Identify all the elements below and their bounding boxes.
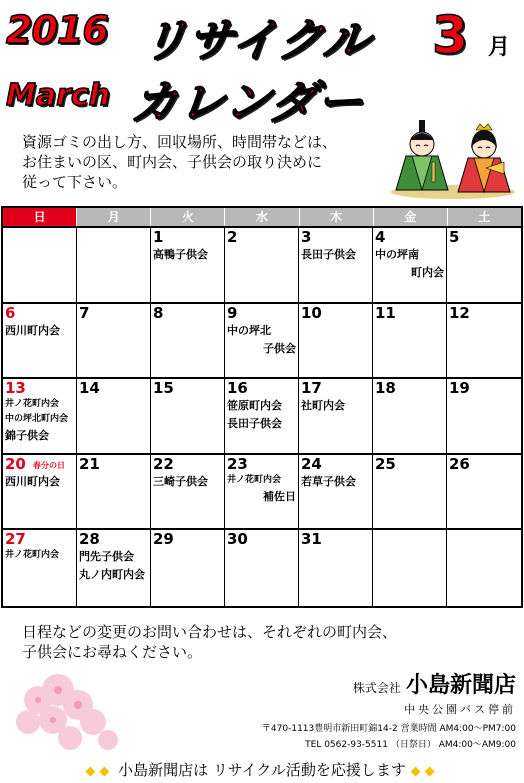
calendar-body	[3, 228, 521, 606]
calendar-cell	[373, 455, 447, 531]
calendar-cell	[299, 530, 373, 606]
weekday-sunday: 日	[3, 208, 77, 226]
calendar-cell	[447, 530, 521, 606]
notice-line: 日程などの変更のお問い合わせは、それぞれの町内会、	[22, 623, 398, 641]
event-label: 笹原町内会	[227, 399, 282, 413]
day-number: 27	[5, 530, 26, 549]
company-address-row	[262, 721, 516, 734]
notice-text	[22, 622, 482, 662]
day-number: 13	[5, 379, 26, 398]
calendar-cell	[3, 455, 77, 531]
title-month-number: 3	[432, 6, 469, 66]
title-calendar: カレンダー	[128, 75, 367, 129]
calendar-cell	[225, 304, 299, 380]
company-name-row	[262, 668, 516, 699]
calendar-cell	[3, 228, 77, 304]
calendar-cell	[151, 304, 225, 380]
hours-holiday: AM4:00～AM9:00	[438, 740, 516, 750]
calendar-cell	[299, 228, 373, 304]
diamond-icon-left: ◆◆	[85, 764, 114, 779]
calendar-cell	[447, 228, 521, 304]
calendar-cell	[77, 228, 151, 304]
day-number: 2	[227, 228, 238, 246]
day-number: 20	[5, 454, 26, 473]
calendar-cell	[151, 530, 225, 606]
day-number: 23	[227, 454, 248, 473]
event-label: 西川町内会	[5, 474, 60, 488]
calendar-cell	[373, 530, 447, 606]
calendar-cell	[299, 304, 373, 380]
intro-line: 資源ゴミの出し方、回収場所、時間帯などは、	[22, 133, 338, 151]
calendar-cell	[77, 304, 151, 380]
event-label: 高鴨子供会	[153, 248, 208, 261]
hours-holiday-label: （日祭日）	[390, 740, 436, 750]
company-address: 〒470-1113豊明市新田町錦14-2	[261, 724, 398, 734]
day-number: 6	[5, 303, 16, 322]
event-label: 子供会	[263, 341, 296, 355]
day-number: 21	[79, 454, 100, 473]
weekday-friday: 金	[374, 208, 448, 226]
calendar-cell	[225, 455, 299, 531]
day-number: 29	[153, 530, 174, 549]
title-recycle: リサイクル	[138, 13, 374, 67]
calendar-cell	[447, 304, 521, 380]
weekday-wednesday: 水	[225, 208, 299, 226]
calendar-cell	[373, 304, 447, 380]
company-info	[262, 668, 516, 750]
calendar-cell	[151, 455, 225, 531]
calendar-cell	[373, 379, 447, 455]
intro-line: お住まいの区、町内会、子供会の取り決めに	[22, 153, 323, 171]
weekday-saturday: 土	[448, 208, 521, 226]
calendar-cell	[447, 379, 521, 455]
calendar-cell	[3, 379, 77, 455]
day-number: 10	[301, 303, 322, 322]
company-tel: TEL 0562-93-5511	[305, 740, 388, 750]
day-number: 19	[449, 379, 470, 398]
day-number: 3	[301, 228, 312, 246]
event-label: 丸ノ内町内会	[79, 568, 145, 582]
event-label: 中の坪北町内会	[5, 414, 69, 425]
event-label: 中の坪北	[227, 323, 271, 337]
calendar-cell	[151, 379, 225, 455]
day-number: 8	[153, 303, 164, 322]
day-number: 22	[153, 454, 174, 473]
calendar-cell	[3, 530, 77, 606]
title-row-top	[0, 0, 524, 67]
calendar-cell	[77, 379, 151, 455]
event-label: 門先子供会	[79, 550, 134, 564]
day-number: 28	[79, 530, 100, 549]
day-number: 4	[375, 228, 386, 246]
event-label: 町内会	[411, 266, 444, 279]
day-number: 9	[227, 303, 238, 322]
event-label: 三崎子供会	[153, 474, 208, 488]
event-label: 井ノ花町内会	[5, 399, 60, 410]
event-label: 錦子供会	[5, 429, 49, 443]
day-number: 1	[153, 228, 164, 246]
holiday-label: 春分の日	[33, 460, 65, 470]
company-name: 小島新聞店	[405, 673, 516, 698]
intro-line: 従って下さい。	[22, 173, 128, 191]
weekday-tuesday: 火	[151, 208, 225, 226]
intro-text	[22, 132, 382, 192]
company-branch: 中央公園バス停前	[404, 703, 516, 716]
calendar-cell	[151, 228, 225, 304]
title-year: 2016	[6, 8, 108, 52]
company-prefix: 株式会社	[352, 681, 401, 695]
calendar-cell	[299, 379, 373, 455]
company-tel-row	[262, 737, 516, 750]
day-number: 26	[449, 454, 470, 473]
day-number: 16	[227, 379, 248, 398]
cherry-blossom-illustration	[8, 660, 168, 760]
day-number: 31	[301, 530, 322, 549]
event-label: 井ノ花町内会	[5, 550, 60, 561]
event-label: 社町内会	[301, 399, 345, 413]
title-month-name: March	[6, 78, 111, 113]
calendar-cell	[77, 530, 151, 606]
event-label: 長田子供会	[227, 417, 282, 431]
day-number: 12	[449, 303, 470, 322]
diamond-icon-right: ◆◆	[410, 764, 439, 779]
event-label: 西川町内会	[5, 323, 60, 337]
calendar-cell	[225, 228, 299, 304]
calendar-grid	[1, 206, 523, 608]
hours-label: 営業時間	[400, 724, 437, 734]
weekday-header	[3, 208, 521, 228]
title-month-kanji: 月	[488, 35, 511, 60]
calendar-cell	[3, 304, 77, 380]
calendar-cell	[77, 455, 151, 531]
event-label: 井ノ花町内会	[227, 474, 282, 485]
event-label: 若草子供会	[301, 474, 356, 488]
weekday-thursday: 木	[300, 208, 374, 226]
event-label: 中の坪南	[375, 248, 419, 261]
calendar-cell	[447, 455, 521, 531]
calendar-cell	[225, 379, 299, 455]
event-label: 長田子供会	[301, 248, 356, 261]
event-label: 補佐日	[263, 489, 296, 503]
day-number: 17	[301, 379, 322, 398]
calendar-cell	[225, 530, 299, 606]
footer-banner	[0, 758, 524, 783]
hours-weekday: AM4:00～PM7:00	[439, 724, 516, 734]
day-number: 24	[301, 454, 322, 473]
day-number: 15	[153, 379, 174, 398]
day-number: 18	[375, 379, 396, 398]
day-number: 5	[449, 228, 460, 246]
day-number: 30	[227, 530, 248, 549]
calendar-cell	[373, 228, 447, 304]
day-number: 14	[79, 379, 100, 398]
day-number: 11	[375, 303, 396, 322]
day-number: 25	[375, 454, 396, 473]
notice-line: 子供会にお尋ねください。	[22, 643, 203, 661]
day-number: 7	[79, 303, 90, 322]
weekday-monday: 月	[77, 208, 151, 226]
footer-text: 小島新聞店は リサイクル活動を応援します	[118, 761, 406, 779]
hina-dolls-illustration	[388, 104, 518, 200]
calendar-cell	[299, 455, 373, 531]
